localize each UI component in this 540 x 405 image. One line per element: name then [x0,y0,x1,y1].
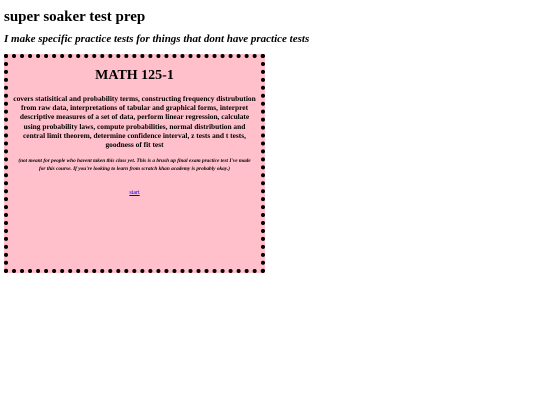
course-title: MATH 125-1 [95,68,174,83]
site-tagline: I make specific practice tests for things that dont have practice tests [4,33,310,45]
course-note: (not meant for people who havent taken this class yet. This is a brush up final exam practice test I've made for this course. If you're looking to learn from scratch khan academy is probably okay.) [18,158,251,172]
course-card [4,54,265,273]
start-link[interactable]: start [129,190,140,196]
site-title: super soaker test prep [4,9,146,25]
course-description: covers statisitical and probability terms, constructing frequency distrubution from raw data, interpretations of tabular and graphical forms, interpret descriptive measures of a set of data, perform linear regression, calculate using probability laws, compute probabilities, normal distribution and central limit theorem, determine confidence interval, z tests and t tests, goodness of fit test [13,94,256,150]
